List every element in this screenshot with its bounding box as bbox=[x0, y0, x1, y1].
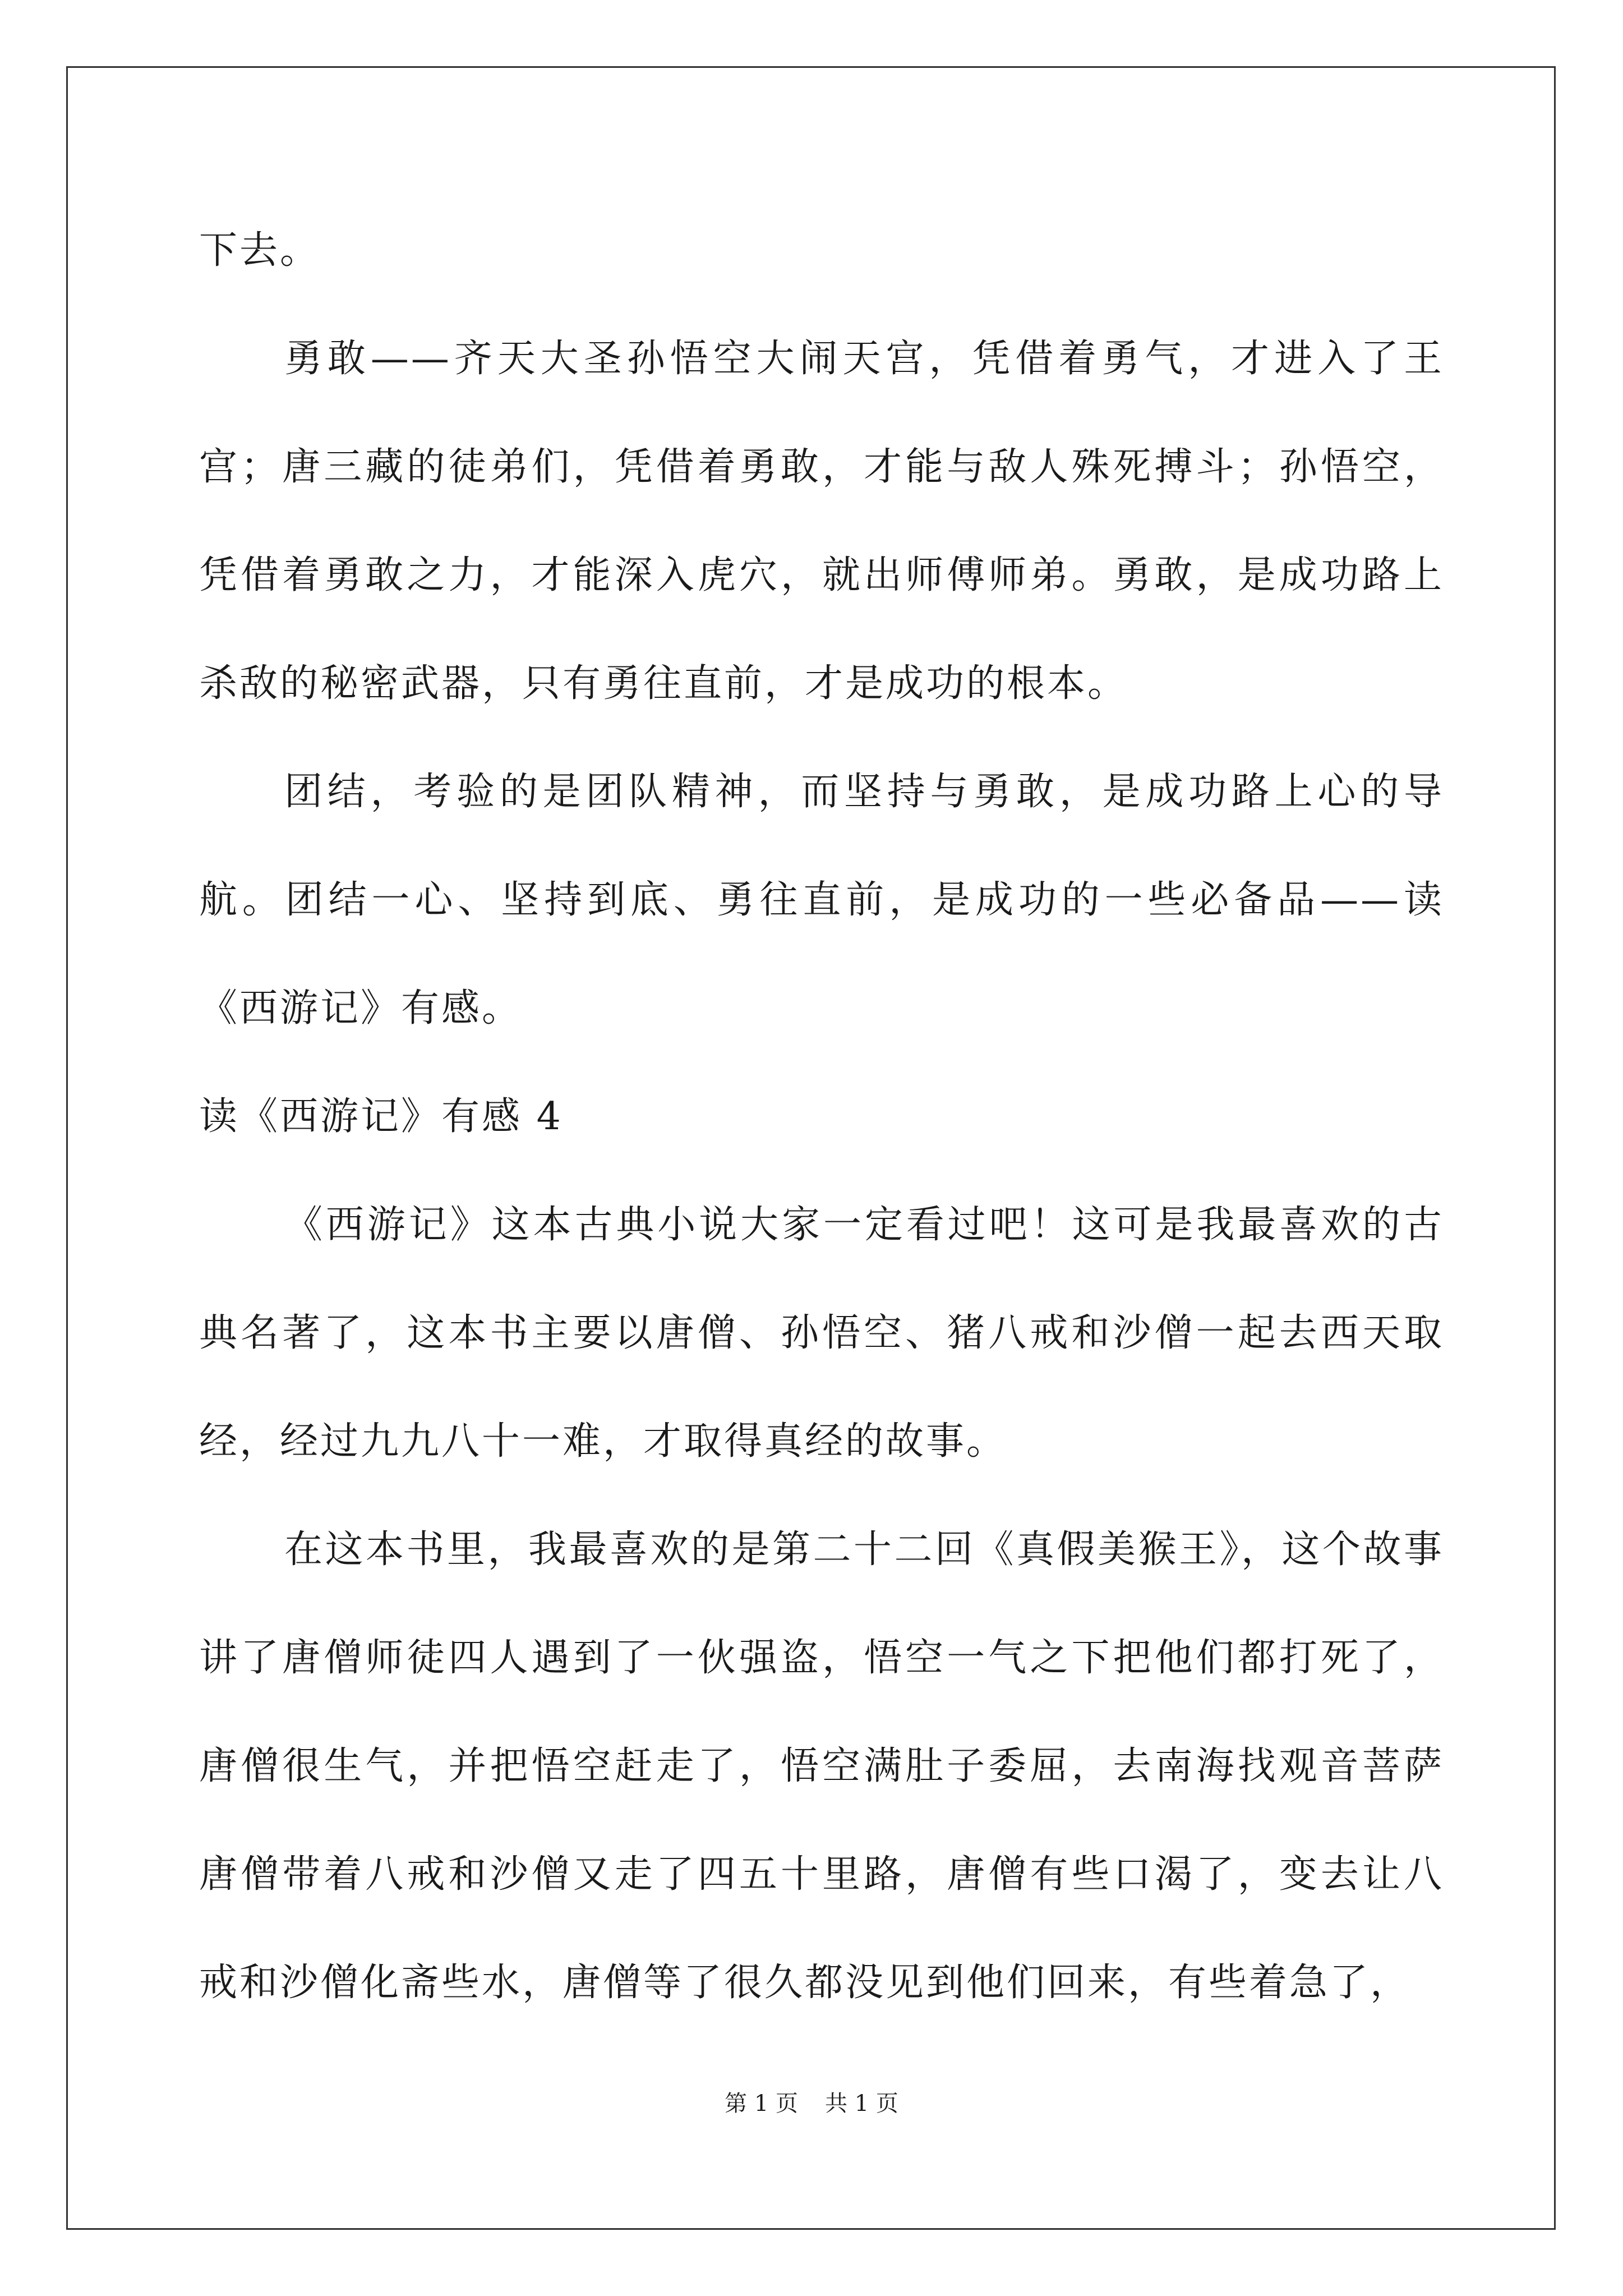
paragraph-1: 下去。 bbox=[199, 228, 321, 273]
paragraph-5: 在这本书里，我最喜欢的是第二十二回《真假美猴王》，这个故事讲了唐僧师徒四人遇到了一伙强盗，悟空一气之下把他们都打死了，唐僧很生气，并把悟空赶走了，悟空满肚子委屈，去南海找观音菩萨唐僧带着八戒和沙僧又走了四五十里路，唐僧有些口渴了，变去让八戒和沙僧化斋些水，唐僧等了很久都没见到他们回来，有些着急了， bbox=[199, 1527, 1444, 2005]
page-total: 共 1 页 bbox=[825, 2091, 898, 2116]
document-body bbox=[199, 196, 1444, 2037]
page-number: 第 1 页 bbox=[725, 2091, 798, 2116]
paragraph-4: 《西游记》这本古典小说大家一定看过吧！这可是我最喜欢的古典名著了，这本书主要以唐僧、孙悟空、猪八戒和沙僧一起去西天取经，经过九九八十一难，才取得真经的故事。 bbox=[199, 1203, 1444, 1464]
section-title: 读《西游记》有感 4 bbox=[199, 1094, 563, 1139]
page-footer bbox=[0, 2087, 1623, 2120]
paragraph-3: 团结，考验的是团队精神，而坚持与勇敢，是成功路上心的导航。团结一心、坚持到底、勇往直前，是成功的一些必备品——读《西游记》有感。 bbox=[199, 770, 1444, 1030]
paragraph-2: 勇敢——齐天大圣孙悟空大闹天宫，凭借着勇气，才进入了王宫；唐三藏的徒弟们，凭借着勇敢，才能与敌人殊死搏斗；孙悟空，凭借着勇敢之力，才能深入虎穴，就出师傅师弟。勇敢，是成功路上杀敌的秘密武器，只有勇往直前，才是成功的根本。 bbox=[199, 337, 1444, 706]
